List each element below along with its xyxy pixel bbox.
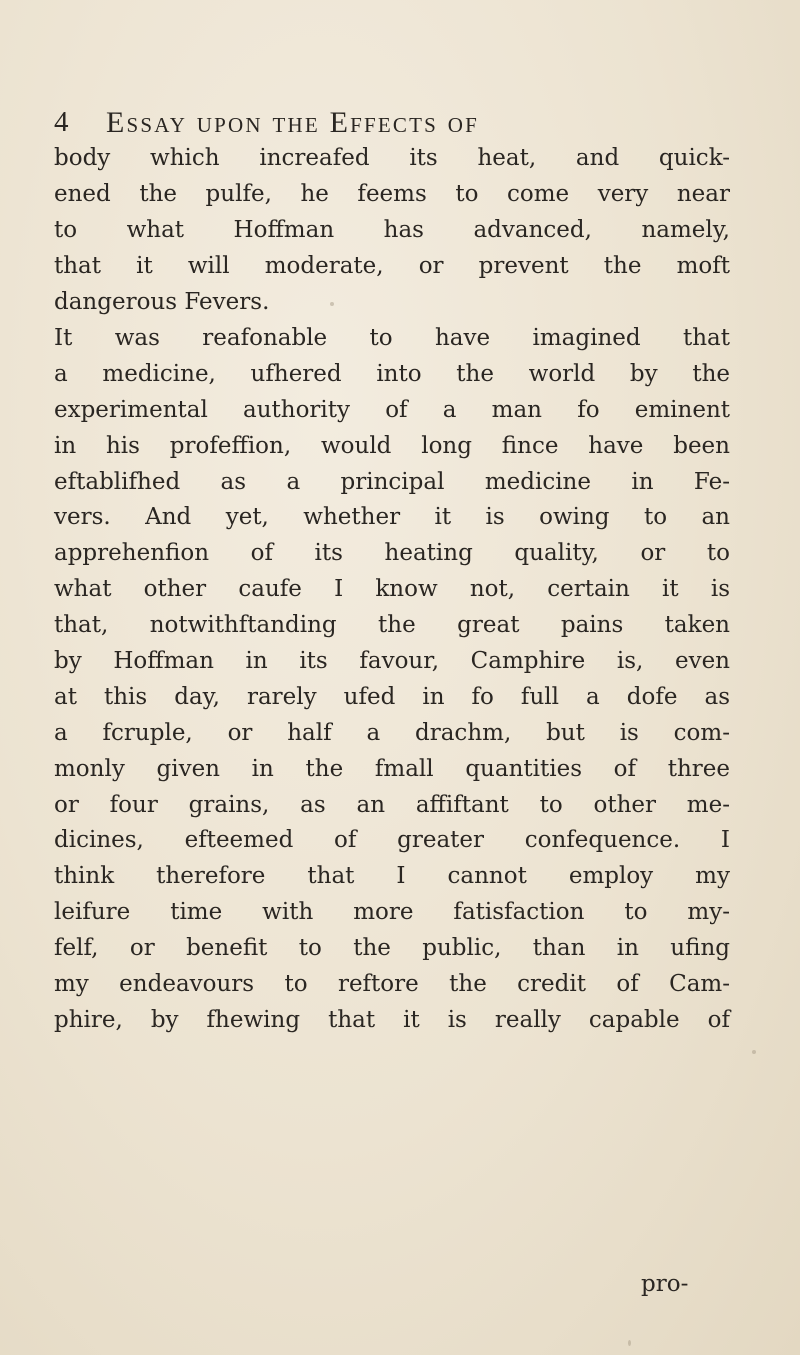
text-line: apprehenfion of its heating quality, or to [54,540,730,567]
text-line: a medicine, ufhered into the world by the [54,360,730,387]
text-line: body which increafed its heat, and quick- [54,145,730,171]
text-line: think therefore that I cannot employ my [54,863,730,890]
text-line: dicines, efteemed of greater confequence. I [54,827,730,854]
page-number: 4 [54,106,69,138]
text-line: at this day, rarely ufed in fo full a dofe as [54,683,730,710]
text-line: that, notwithftanding the great pains taken [54,612,730,639]
text-line: ened the pulfe, he feems to come very near [54,180,730,207]
running-title: Essay upon the Effects of [106,106,479,139]
text-line: in his profeffion, would long fince have been [54,432,730,459]
text-line: monly given in the fmall quantities of three [54,755,730,782]
running-head [54,106,754,146]
paragraph-1 [54,141,730,320]
text-line: vers. And yet, whether it is owing to an [54,504,730,531]
text-line: felf, or benefit to the public, than in ufing [54,935,730,962]
text-line: phire, by fhewing that it is really capable of [54,1006,730,1033]
text-line: leifure time with more fatisfaction to my- [54,899,730,926]
paper-speck [628,1340,631,1346]
text-line: or four grains, as an affiftant to other me- [54,791,730,818]
text-line: what other caufe I know not, certain it is [54,576,730,603]
text-line: eftablifhed as a principal medicine in Fe- [54,468,730,495]
paper-speck [330,302,334,306]
text-line: dangerous Fevers. [54,288,270,315]
text-line: that it will moderate, or prevent the moft [54,252,730,279]
text-line: It was reafonable to have imagined that [54,325,730,351]
text-line: to what Hoffman has advanced, namely, [54,216,730,243]
paragraph-2 [54,321,730,1039]
text-line: experimental authority of a man fo eminent [54,396,730,423]
text-line: a fcruple, or half a drachm, but is com- [54,719,730,746]
text-line: my endeavours to reftore the credit of Cam- [54,971,730,998]
catchword: pro- [641,1271,689,1297]
paper-speck [752,1050,756,1054]
text-line: by Hoffman in its favour, Camphire is, even [54,648,730,675]
